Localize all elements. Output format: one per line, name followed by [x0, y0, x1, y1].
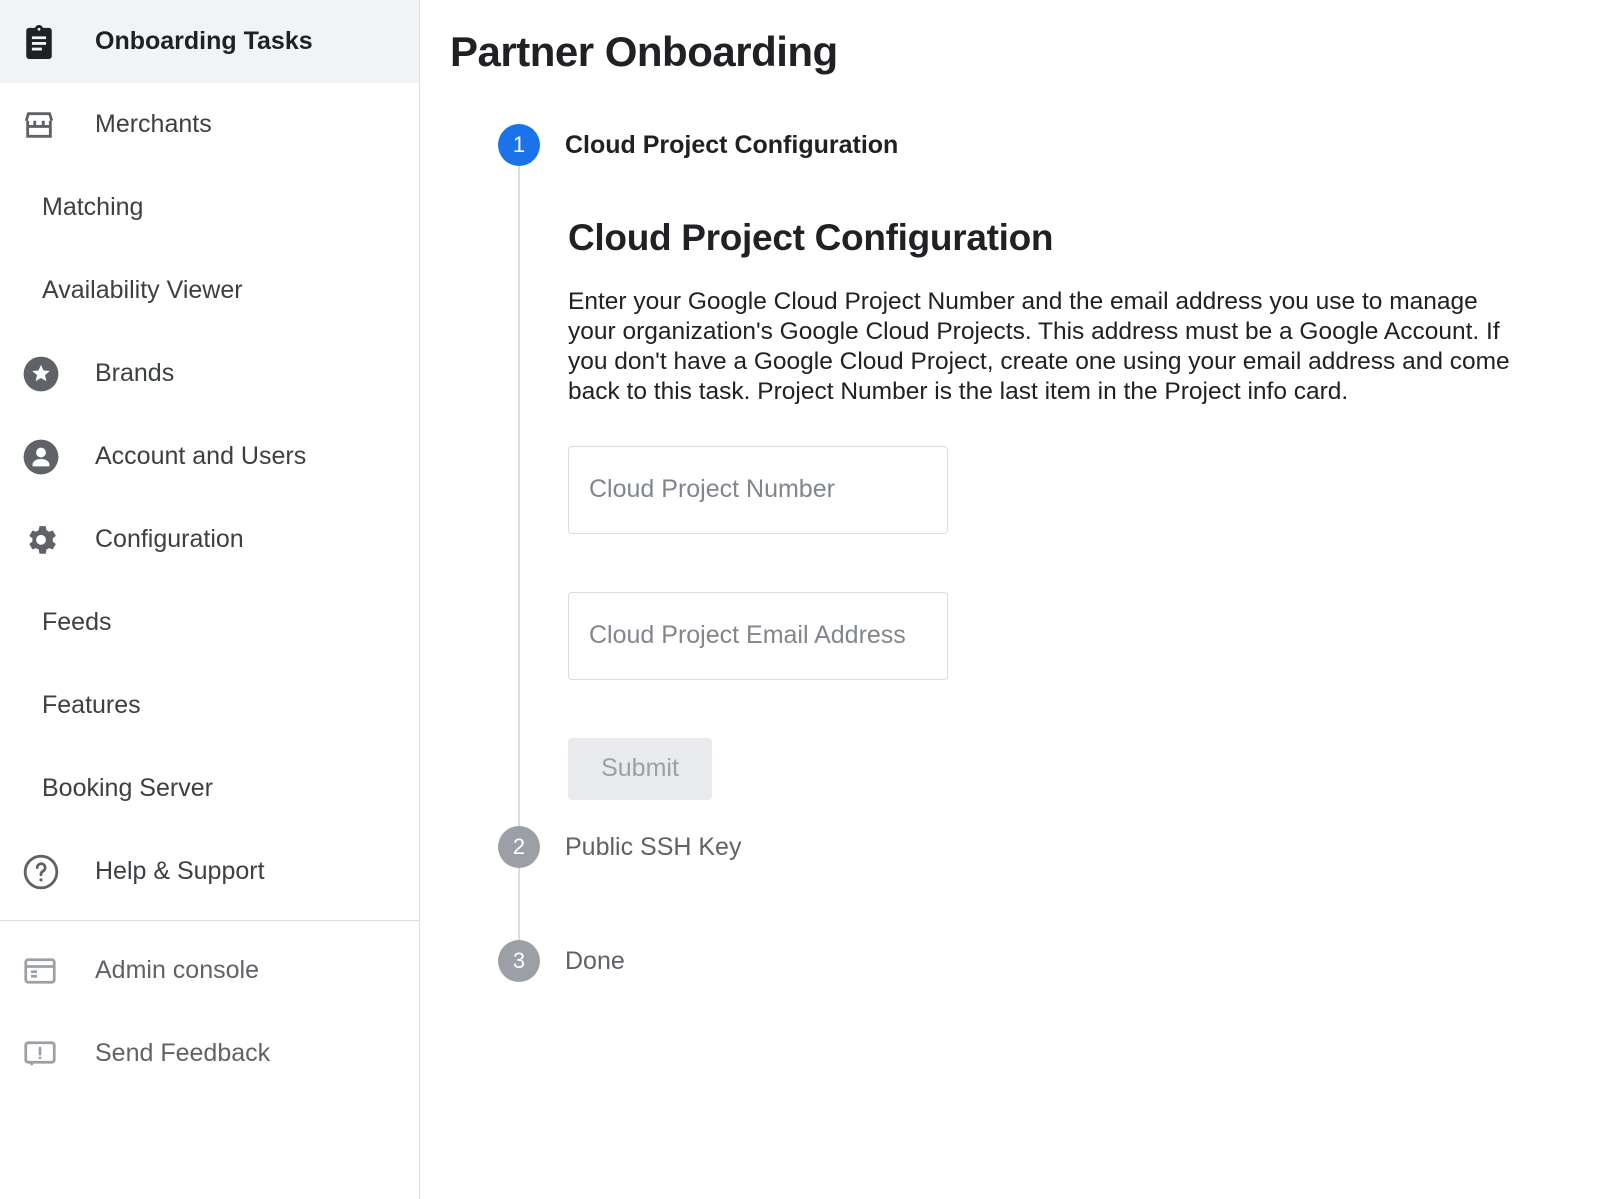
- sidebar-item-label: Matching: [42, 193, 144, 221]
- feedback-icon: [22, 1036, 64, 1072]
- sidebar-item-configuration[interactable]: [0, 498, 419, 581]
- sidebar-item-brands[interactable]: [0, 332, 419, 415]
- step-connector-2-3: [518, 868, 520, 940]
- sidebar-item-label: Account and Users: [95, 442, 307, 470]
- help-circle-icon: [22, 853, 64, 891]
- step-1-title: Cloud Project Configuration: [565, 131, 899, 159]
- sidebar-item-onboarding-tasks[interactable]: [0, 0, 419, 83]
- step-1-panel: [518, 166, 1600, 826]
- step-3[interactable]: [498, 940, 1600, 982]
- sidebar-item-account-and-users[interactable]: [0, 415, 419, 498]
- card-heading: Cloud Project Configuration: [568, 217, 1054, 258]
- clipboard-icon: [22, 25, 64, 59]
- onboarding-stepper: [498, 124, 1600, 982]
- step-2[interactable]: [498, 826, 1600, 868]
- sidebar-item-label: Configuration: [95, 525, 244, 553]
- submit-button[interactable]: Submit: [568, 738, 712, 800]
- sidebar-item-label: Brands: [95, 359, 175, 387]
- cloud-project-number-input[interactable]: [568, 446, 948, 534]
- sidebar-item-availability-viewer[interactable]: [0, 249, 419, 332]
- sidebar-item-label: Help & Support: [95, 857, 265, 885]
- card-description: Enter your Google Cloud Project Number and the email address you use to manage your organization's Google Cloud Projects. This address must be a Google Account. If you don't have a Google Cloud Project, create one using your email address and come back to this task. Project Number is the last item in the Project info card.: [568, 288, 1510, 406]
- sidebar-item-label: Onboarding Tasks: [95, 27, 313, 55]
- step-3-title: Done: [565, 946, 625, 975]
- step-2-number-badge: 2: [498, 826, 540, 868]
- sidebar-item-label: Send Feedback: [95, 1039, 271, 1067]
- sidebar-item-help-and-support[interactable]: [0, 830, 419, 913]
- step-1-number-badge: 1: [498, 124, 540, 166]
- step-3-number-badge: 3: [498, 940, 540, 982]
- page-title: Partner Onboarding: [450, 28, 838, 75]
- sidebar-item-label: Features: [42, 691, 141, 719]
- step-2-title: Public SSH Key: [565, 832, 742, 861]
- admin-console-icon: [22, 953, 64, 989]
- sidebar-item-label: Merchants: [95, 110, 212, 138]
- gear-icon: [22, 521, 64, 559]
- star-icon: [22, 355, 64, 393]
- sidebar-item-send-feedback[interactable]: [0, 1012, 419, 1095]
- sidebar-item-merchants[interactable]: [0, 83, 419, 166]
- cloud-project-email-input[interactable]: [568, 592, 948, 680]
- step-1[interactable]: [498, 124, 1600, 166]
- person-icon: [22, 438, 64, 476]
- sidebar-divider: [0, 920, 419, 921]
- sidebar: [0, 0, 420, 1199]
- store-icon: [22, 108, 64, 142]
- sidebar-item-label: Availability Viewer: [42, 276, 243, 304]
- sidebar-item-admin-console[interactable]: [0, 929, 419, 1012]
- sidebar-item-feeds[interactable]: [0, 581, 419, 664]
- sidebar-item-label: Booking Server: [42, 774, 213, 802]
- sidebar-item-booking-server[interactable]: [0, 747, 419, 830]
- sidebar-item-features[interactable]: [0, 664, 419, 747]
- sidebar-item-label: Feeds: [42, 608, 112, 636]
- sidebar-item-matching[interactable]: [0, 166, 419, 249]
- main-content: [420, 0, 1600, 1199]
- sidebar-item-label: Admin console: [95, 956, 259, 984]
